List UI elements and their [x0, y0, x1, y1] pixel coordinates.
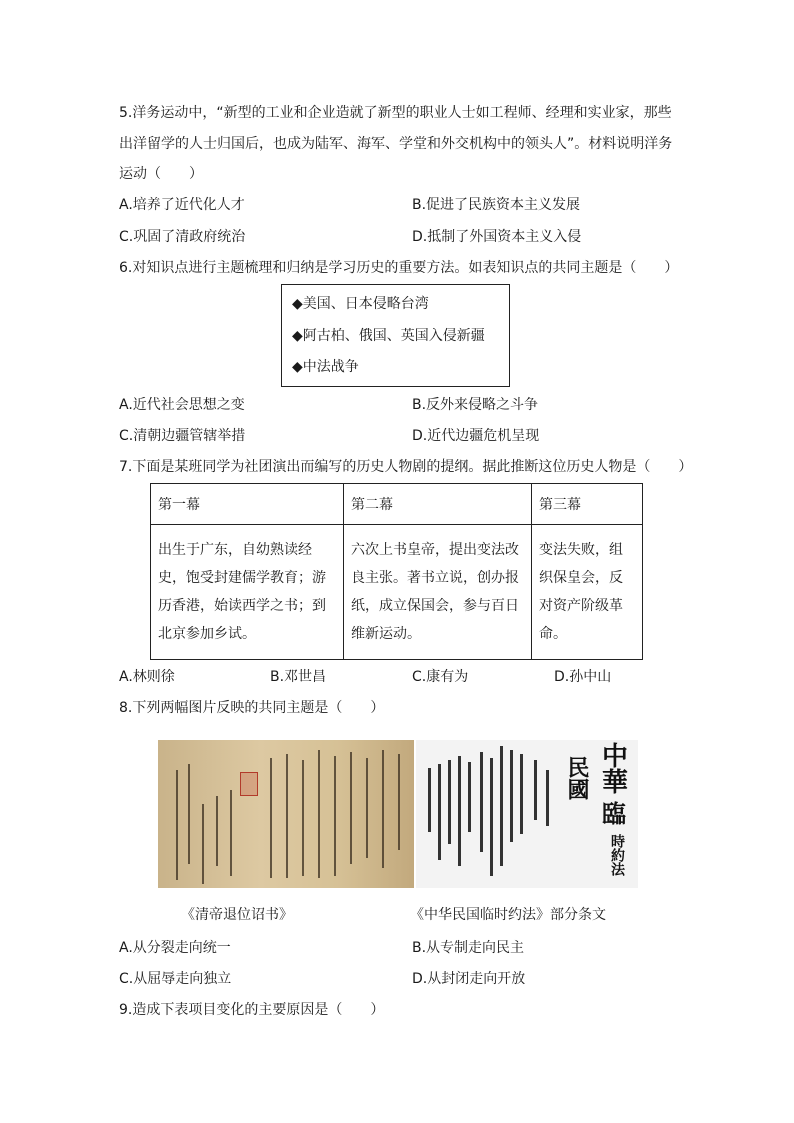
q8-stem: 8.下列两幅图片反映的共同主题是（ ）	[119, 700, 385, 716]
q6-option-c[interactable]: C.清朝边疆管辖举措	[119, 428, 246, 444]
q6-box-item: ◆中法战争	[292, 359, 359, 375]
q7-cell-act1: 出生于广东，自幼熟读经史，饱受封建儒学教育；游历香港，始读西学之书；到北京参加乡试。	[151, 525, 344, 660]
q8-option-d[interactable]: D.从封闭走向开放	[412, 971, 526, 987]
red-seal-icon	[240, 772, 258, 796]
q7-header-act2: 第二幕	[344, 484, 532, 525]
q7-cell-act3: 变法失败，组织保皇会，反对资产阶级革命。	[532, 525, 643, 660]
q6-box-item: ◆美国、日本侵略台湾	[292, 296, 429, 312]
q7-stem: 7.下面是某班同学为社团演出而编写的历史人物剧的提纲。据此推断这位历史人物是（ ）	[119, 459, 693, 475]
q6-option-d[interactable]: D.近代边疆危机呈现	[412, 428, 540, 444]
caption-provisional-constitution: 《中华民国临时约法》部分条文	[410, 907, 606, 923]
q7-option-d[interactable]: D.孙中山	[554, 669, 612, 685]
q5-stem-line2: 出洋留学的人士归国后，也成为陆军、海军、学堂和外交机构中的领头人”。材料说明洋务	[119, 136, 673, 152]
q6-option-b[interactable]: B.反外来侵略之斗争	[412, 397, 539, 413]
q8-option-c[interactable]: C.从屈辱走向独立	[119, 971, 232, 987]
q9-stem: 9.造成下表项目变化的主要原因是（ ）	[119, 1002, 385, 1018]
title-char: 民國	[564, 756, 590, 800]
q7-option-b[interactable]: B.邓世昌	[270, 669, 327, 685]
abdication-edict-image	[158, 740, 414, 888]
q5-stem-line3: 运动（ ）	[119, 166, 203, 182]
q5-stem-line1: 5.洋务运动中，“新型的工业和企业造就了新型的职业人士如工程师、经理和实业家，那些	[119, 105, 672, 121]
q7-cell-act2: 六次上书皇帝，提出变法改良主张。著书立说，创办报纸，成立保国会，参与百日维新运动。	[344, 525, 532, 660]
provisional-constitution-image	[416, 740, 638, 888]
q6-stem: 6.对知识点进行主题梳理和归纳是学习历史的重要方法。如表知识点的共同主题是（ ）	[119, 260, 679, 276]
q7-header-act3: 第三幕	[532, 484, 643, 525]
title-char: 中華	[602, 742, 629, 798]
q6-knowledge-box	[281, 284, 510, 387]
q6-option-a[interactable]: A.近代社会思想之变	[119, 397, 245, 413]
q7-header-act1: 第一幕	[151, 484, 344, 525]
q7-outline-table	[150, 483, 643, 660]
q8-option-a[interactable]: A.从分裂走向统一	[119, 940, 231, 956]
q8-option-b[interactable]: B.从专制走向民主	[412, 940, 525, 956]
q5-option-b[interactable]: B.促进了民族资本主义发展	[412, 197, 581, 213]
title-char: 臨	[602, 799, 626, 828]
caption-abdication-edict: 《清帝退位诏书》	[181, 907, 293, 923]
q7-option-c[interactable]: C.康有为	[412, 669, 469, 685]
q5-option-a[interactable]: A.培养了近代化人才	[119, 197, 245, 213]
q5-option-c[interactable]: C.巩固了清政府统治	[119, 229, 246, 245]
q7-option-a[interactable]: A.林则徐	[119, 669, 175, 685]
q6-box-item: ◆阿古柏、俄国、英国入侵新疆	[292, 328, 485, 344]
q5-option-d[interactable]: D.抵制了外国资本主义入侵	[412, 229, 582, 245]
title-char: 時約法	[609, 834, 625, 876]
